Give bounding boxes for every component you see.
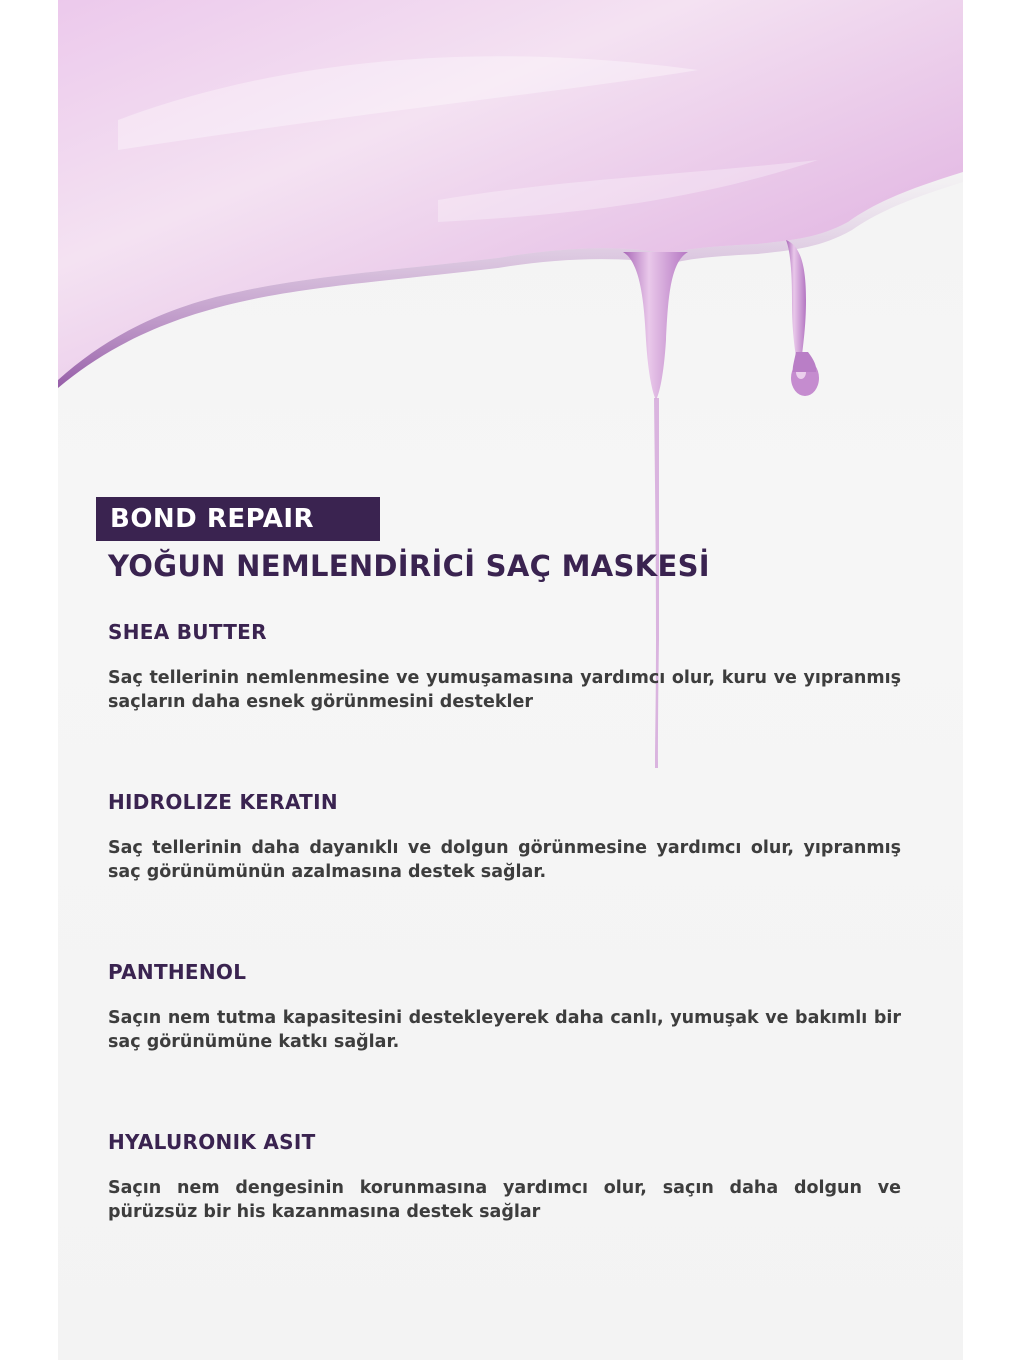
brand-badge <box>96 497 380 541</box>
ingredient-block-shea-butter <box>108 618 901 714</box>
ingredient-description: Saç tellerinin nemlenmesine ve yumuşamasına yardımcı olur, kuru ve yıpranmış saçların daha esnek görünmesini destekler <box>108 668 901 712</box>
ingredient-name: HIDROLIZE KERATIN <box>108 790 338 814</box>
product-title: YOĞUN NEMLENDİRİCİ SAÇ MASKESİ <box>108 549 710 583</box>
ingredient-block-hyaluronik-asit <box>108 1128 901 1224</box>
ingredient-name: HYALURONIK ASIT <box>108 1130 316 1154</box>
ingredient-block-panthenol <box>108 958 901 1054</box>
ingredient-description: Saçın nem dengesinin korunmasına yardımcı olur, saçın daha dolgun ve pürüzsüz bir his kazanmasına destek sağlar <box>108 1178 901 1222</box>
ingredient-block-hidrolize-keratin <box>108 788 901 884</box>
ingredient-description: Saç tellerinin daha dayanıklı ve dolgun görünmesine yardımcı olur, yıpranmış saç görünümünün azalmasına destek sağlar. <box>108 838 901 882</box>
ingredient-name: PANTHENOL <box>108 960 247 984</box>
ingredient-name: SHEA BUTTER <box>108 620 267 644</box>
product-info-panel <box>58 0 963 1360</box>
ingredient-description: Saçın nem tutma kapasitesini destekleyerek daha canlı, yumuşak ve bakımlı bir saç görünümüne katkı sağlar. <box>108 1008 901 1052</box>
brand-name: BOND REPAIR <box>110 504 315 534</box>
